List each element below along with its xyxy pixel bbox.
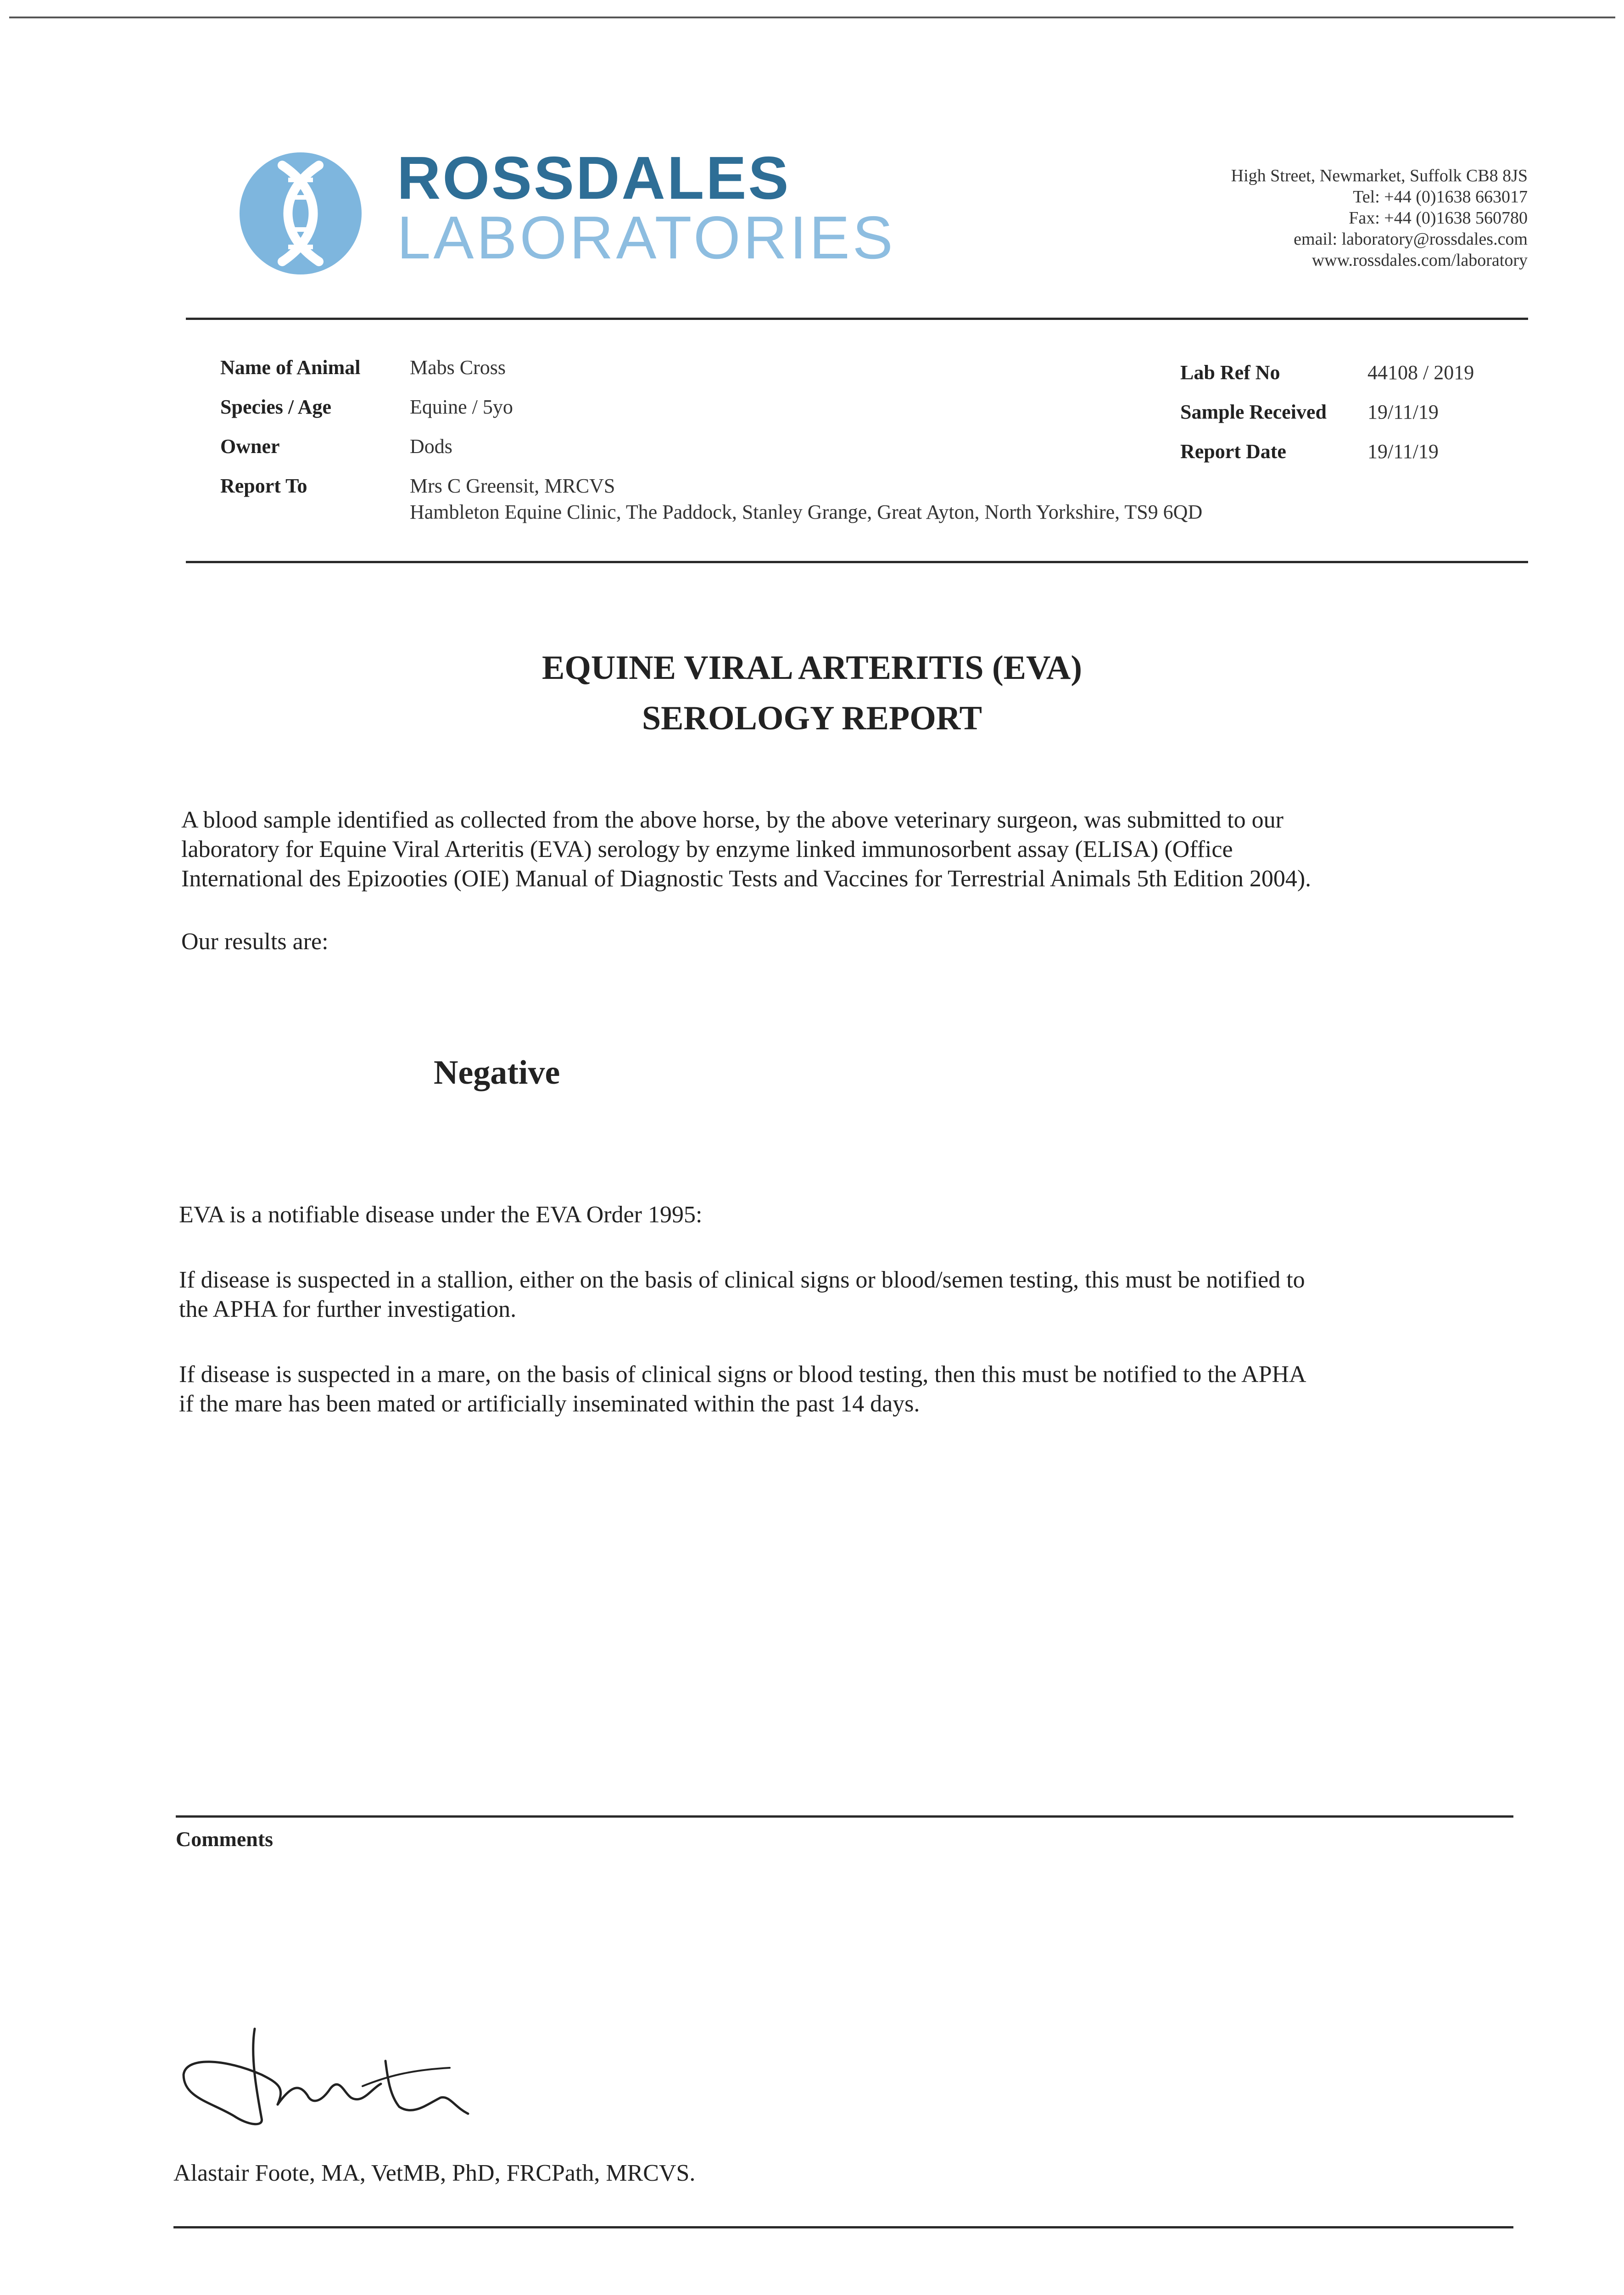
telephone: Tel: +44 (0)1638 663017 <box>1353 187 1528 207</box>
report-to-address: Hambleton Equine Clinic, The Paddock, Stanley Grange, Great Ayton, North Yorkshire, TS9 6QD <box>410 501 1203 523</box>
brand-name-rossdales: ROSSDALES <box>397 144 791 212</box>
lab-ref-label: Lab Ref No <box>1180 361 1280 384</box>
signatory-name: Alastair Foote, MA, VetMB, PhD, FRCPath, MRCVS. <box>173 2160 696 2186</box>
intro-line: A blood sample identified as collected from the above horse, by the above veterinary surgeon, was submitted to our <box>181 807 1284 833</box>
website: www.rossdales.com/laboratory <box>1311 251 1528 270</box>
stallion-line: the APHA for further investigation. <box>179 1296 517 1322</box>
report-date-label: Report Date <box>1180 440 1286 463</box>
notifiable-notice: EVA is a notifiable disease under the EVA Order 1995: <box>179 1202 703 1228</box>
mare-paragraph <box>179 1360 1556 1419</box>
report-title <box>0 643 1624 744</box>
email: email: laboratory@rossdales.com <box>1294 230 1528 249</box>
animal-name-label: Name of Animal <box>220 356 361 379</box>
report-to-label: Report To <box>220 475 307 497</box>
header-divider <box>186 318 1528 320</box>
fax: Fax: +44 (0)1638 560780 <box>1349 208 1528 228</box>
brand-name-laboratories: LABORATORIES <box>397 204 896 271</box>
species-age-value: Equine / 5yo <box>410 396 513 418</box>
mare-line: If disease is suspected in a mare, on the basis of clinical signs or blood testing, then this must be notified to the APHA <box>179 1361 1306 1388</box>
mare-line: if the mare has been mated or artificially inseminated within the past 14 days. <box>179 1391 920 1417</box>
scan-top-edge <box>9 17 1615 18</box>
species-age-label: Species / Age <box>220 396 331 418</box>
dna-helix-icon <box>239 151 363 275</box>
signature <box>170 2020 519 2130</box>
report-to-name: Mrs C Greensit, MRCVS <box>410 475 615 497</box>
result-value: Negative <box>434 1054 560 1092</box>
stallion-line: If disease is suspected in a stallion, either on the basis of clinical signs or blood/semen testing, this must be notified to <box>179 1267 1305 1293</box>
footer-divider <box>173 2226 1513 2228</box>
report-title-line2: SEROLOGY REPORT <box>642 700 982 737</box>
sample-received-label: Sample Received <box>1180 401 1327 423</box>
report-date-value: 19/11/19 <box>1367 440 1439 463</box>
details-divider <box>186 561 1528 563</box>
intro-paragraph <box>181 806 1558 894</box>
intro-line: laboratory for Equine Viral Arteritis (EVA) serology by enzyme linked immunosorbent assay (ELISA) (Office <box>181 836 1233 862</box>
sample-received-value: 19/11/19 <box>1367 401 1439 423</box>
report-title-line1: EQUINE VIRAL ARTERITIS (EVA) <box>542 649 1082 687</box>
results-intro: Our results are: <box>181 929 329 955</box>
owner-label: Owner <box>220 435 280 458</box>
address: High Street, Newmarket, Suffolk CB8 8JS <box>1231 166 1528 185</box>
comments-divider <box>176 1815 1513 1818</box>
intro-line: International des Epizooties (OIE) Manual of Diagnostic Tests and Vaccines for Terrestrial Animals 5th Edition 2004). <box>181 866 1311 892</box>
owner-value: Dods <box>410 435 452 458</box>
stallion-paragraph <box>179 1265 1556 1324</box>
comments-label: Comments <box>176 1827 273 1851</box>
animal-name-value: Mabs Cross <box>410 356 506 379</box>
lab-ref-value: 44108 / 2019 <box>1367 361 1474 384</box>
contact-block <box>1231 165 1528 271</box>
